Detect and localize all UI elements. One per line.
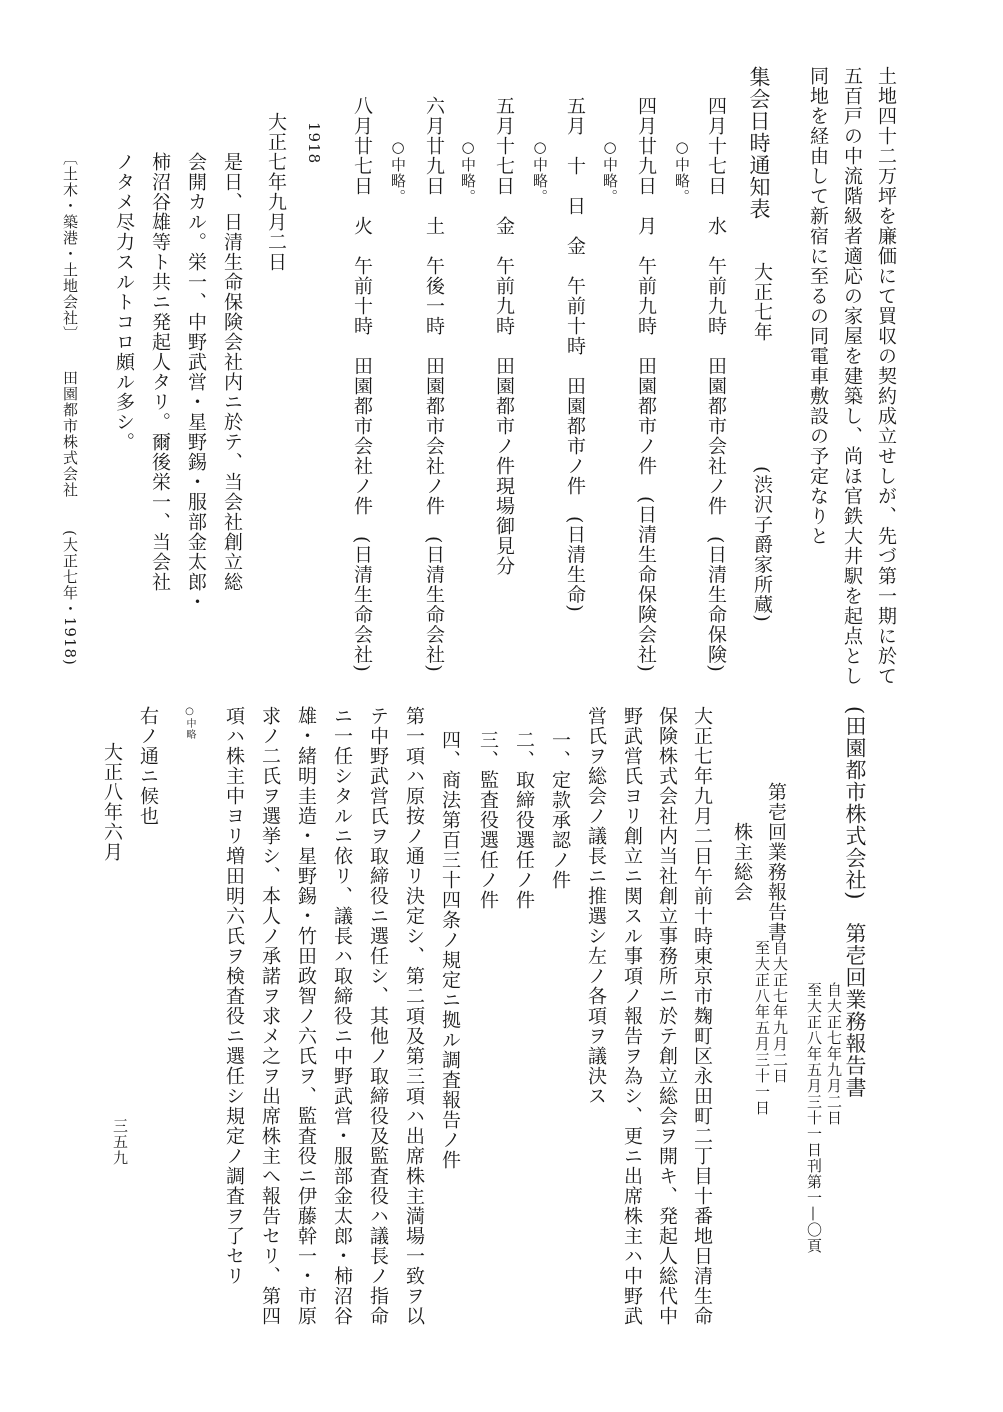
agenda-item-3: 三、監査役選任ノ件 xyxy=(477,730,499,910)
minutes-line-2: 保険株式会社内当社創立事務所ニ於テ創立総会ヲ開キ、発起人総代中 xyxy=(656,706,678,1326)
report-title: 第壱回業務報告書 xyxy=(765,782,787,942)
schedule-row-2: 四月廿九日 月 午前九時 田園都市ノ件 (日清生命保険会社) xyxy=(635,96,657,673)
closing-date: 大正八年六月 xyxy=(101,742,123,862)
year-western: 1918 xyxy=(305,122,323,165)
closing-line: 右ノ通ニ候也 xyxy=(137,706,159,826)
schedule-year: 大正七年 xyxy=(751,262,773,342)
footer-section: 〔土木・築港・土地会社〕 xyxy=(61,150,79,342)
resolution-line-6: 項ハ株主中ヨリ増田明六氏ヲ検査役ニ選任シ規定ノ調査ヲ了セリ xyxy=(223,706,245,1286)
resolution-line-2: テ中野武営氏ヲ取締役ニ選任シ、其他ノ取締役及監査役ハ議長ノ指命 xyxy=(367,706,389,1326)
resolution-line-1: 第一項ハ原按ノ通リ決定シ、第二項及第三項ハ出席株主満場一致ヲ以 xyxy=(403,706,425,1326)
period-line-3: 自大正七年九月二日 xyxy=(771,940,789,1084)
page-number: 三五九 xyxy=(111,1118,129,1166)
minutes-line-1: 大正七年九月二日午前十時東京市麹町区永田町二丁目十番地日清生命 xyxy=(691,706,713,1326)
publication-ref: 刊第一—〇頁 xyxy=(805,1158,823,1254)
agenda-item-4: 四、商法第百三十四条ノ規定ニ拠ル調査報告ノ件 xyxy=(439,730,461,1170)
schedule-omitted-2: ○中略。 xyxy=(601,138,619,205)
intro-line-2: 五百戸の中流階級者適応の家屋を建築し、尚ほ官鉄大井駅を起点とし xyxy=(841,66,863,686)
schedule-omitted-5: ○中略。 xyxy=(389,138,407,205)
body-line-3: 柿沼谷雄等ト共ニ発起人タリ。爾後栄一、当会社 xyxy=(149,152,171,592)
schedule-title: 集会日時通知表 xyxy=(747,66,771,220)
schedule-row-5: 六月廿九日 土 午後一時 田園都市会社ノ件 (日清生命会社) xyxy=(423,96,445,673)
date-heading: 大正七年九月二日 xyxy=(265,112,287,272)
schedule-omitted-1: ○中略。 xyxy=(673,138,691,205)
minutes-line-4: 営氏ヲ総会ノ議長ニ推選シ左ノ各項ヲ議決ス xyxy=(585,706,607,1106)
schedule-row-1: 四月十七日 水 午前九時 田園都市会社ノ件 (日清生命保険) xyxy=(705,96,727,673)
intro-line-3: 同地を経由して新宿に至るの同電車敷設の予定なりと xyxy=(807,66,829,546)
agenda-item-1: 一、定款承認ノ件 xyxy=(549,730,571,890)
period-line-1: 自大正七年九月二日 xyxy=(825,982,843,1126)
agenda-item-2: 二、取締役選任ノ件 xyxy=(513,730,535,910)
body-line-2: 会開カル。栄一、中野武営・星野錫・服部金太郎・ xyxy=(185,152,207,612)
meeting-title: 株主総会 xyxy=(731,822,753,902)
resolution-line-4: 雄・緒明圭造・星野錫・竹田政智ノ六氏ヲ、監査役ニ伊藤幹一・市原 xyxy=(295,706,317,1326)
body-line-4: ノタメ尽力スルトコロ頗ル多シ。 xyxy=(113,152,135,452)
omitted-note: ○中略 xyxy=(184,706,195,740)
intro-line-1: 土地四十二万坪を廉価にて買収の契約成立せしが、先づ第一期に於て xyxy=(875,66,897,686)
resolution-line-3: ニ一任シタルニ依リ、議長ハ取締役ニ中野武営・服部金太郎・柿沼谷 xyxy=(331,706,353,1326)
resolution-line-5: 求ノ二氏ヲ選挙シ、本人ノ承諾ヲ求メ之ヲ出席株主へ報告セリ、第四 xyxy=(259,706,281,1326)
footer-year: (大正七年・1918) xyxy=(61,530,79,666)
schedule-row-3: 五月 十 日 金 午前十時 田園都市ノ件 (日清生命) xyxy=(564,96,586,613)
body-line-1: 是日、日清生命保険会社内ニ於テ、当会社創立総 xyxy=(221,152,243,592)
period-line-4: 至大正八年五月三十一日 xyxy=(753,940,771,1116)
report-heading: (田園都市株式会社) 第壱回業務報告書 xyxy=(843,706,867,1099)
schedule-omitted-3: ○中略。 xyxy=(531,138,549,205)
minutes-line-3: 野武営氏ヨリ創立ニ関スル事項ノ報告ヲ為シ、更ニ出席株主ハ中野武 xyxy=(621,706,643,1326)
schedule-omitted-4: ○中略。 xyxy=(459,138,477,205)
schedule-source: (渋沢子爵家所蔵) xyxy=(751,466,773,623)
period-line-2: 至大正八年五月三十一日 xyxy=(805,982,823,1158)
footer-company: 田園都市株式会社 xyxy=(61,370,79,498)
schedule-row-4: 五月十七日 金 午前九時 田園都市ノ件現場御見分 xyxy=(493,96,515,576)
schedule-row-6: 八月廿七日 火 午前十時 田園都市会社ノ件 (日清生命会社) xyxy=(351,96,373,673)
